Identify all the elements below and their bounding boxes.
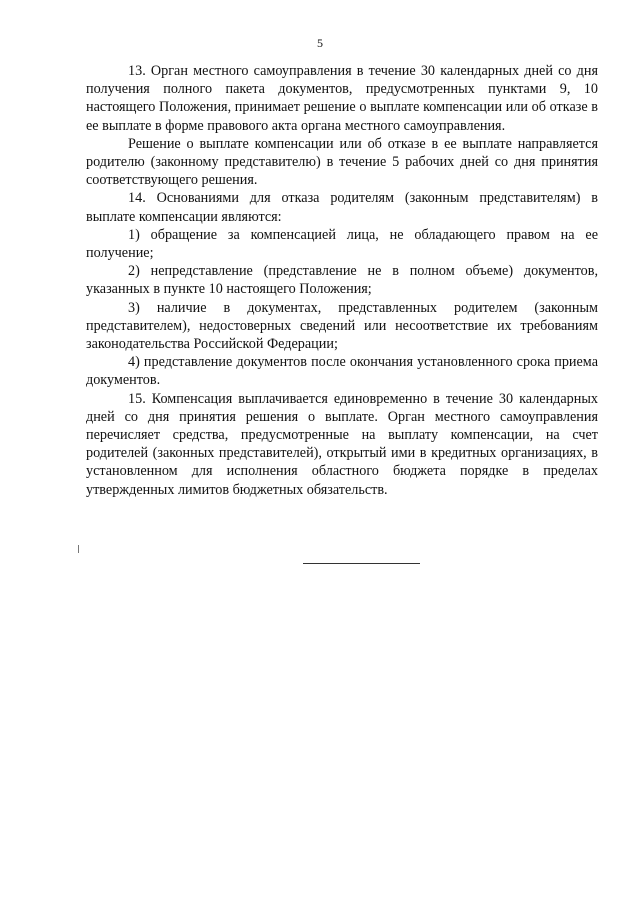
scan-mark xyxy=(78,545,79,553)
paragraph-14: 14. Основаниями для отказа родителям (законным представителям) в выплате компенсации являются: xyxy=(86,190,598,225)
end-of-document-rule xyxy=(303,563,420,564)
list-item-refusal-3: 3) наличие в документах, представленных родителем (законным представителем), недостоверных сведений или несоответствие их требованиям законодательства Российской Федерации; xyxy=(86,299,598,353)
list-item-refusal-2: 2) непредставление (представление не в полном объеме) документов, указанных в пункте 10 настоящего Положения; xyxy=(86,263,598,298)
paragraph-15: 15. Компенсация выплачивается единовременно в течение 30 календарных дней со дня принятия решения о выплате. Орган местного самоуправления перечисляет средства, предусмотренные на выплату компенсации, на счет родителей (законных представителей), открытый ими в кредитных организациях, в установленном для исполнения областного бюджета порядке в пределах утвержденных лимитов бюджетных обязательств. xyxy=(86,390,598,498)
paragraph-13: 13. Орган местного самоуправления в течение 30 календарных дней со дня получения полного пакета документов, предусмотренных пунктами 9, 10 настоящего Положения, принимает решение о выплате компенсации или об отказе в ее выплате в форме правового акта органа местного самоуправления. xyxy=(86,63,598,134)
paragraph-decision-notice: Решение о выплате компенсации или об отказе в ее выплате направляется родителю (законному представителю) в течение 5 рабочих дней со дня принятия соответствующего решения. xyxy=(86,135,598,189)
document-body xyxy=(86,62,598,499)
list-item-refusal-1: 1) обращение за компенсацией лица, не обладающего правом на ее получение; xyxy=(86,226,598,262)
list-item-refusal-4: 4) представление документов после окончания установленного срока приема документов. xyxy=(86,354,598,389)
page-number: 5 xyxy=(317,36,323,50)
